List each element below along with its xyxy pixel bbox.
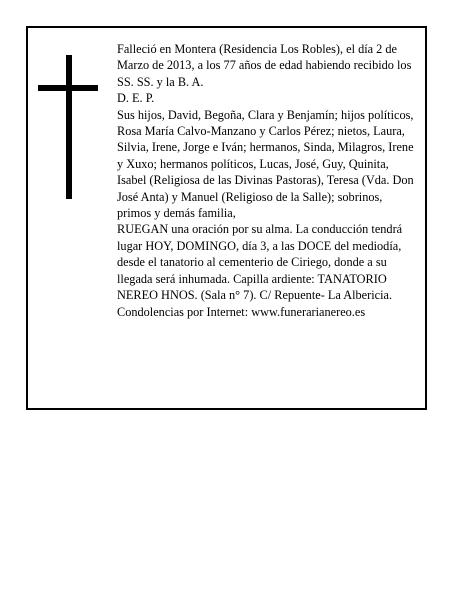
obituary-notice xyxy=(26,26,427,410)
rest-in-peace: D. E. P. xyxy=(117,91,155,106)
cross-vertical-bar xyxy=(66,55,72,199)
death-announcement: Falleció en Montera (Residencia Los Robles), el día 2 de Marzo de 2013, a los 77 años de edad habiendo recibido los SS. SS. y la B. A. xyxy=(117,42,412,89)
family-list: Sus hijos, David, Begoña, Clara y Benjamín; hijos políticos, Rosa María Calvo-Manzano y Carlos Pérez; nietos, Laura, Silvia, Irene, Jorge e Iván; hermanos, Sinda, Milagros, Irene y Xuxo; hermanos políticos, Lucas, José, Guy, Quinita, Isabel (Religiosa de las Divinas Pastoras), Teresa (Vda. Don José Anta) y Manuel (Religioso de la Salle); sobrinos, primos y demás familia, xyxy=(117,107,414,221)
funeral-details: RUEGAN una oración por su alma. La conducción tendrá lugar HOY, DOMINGO, día 3, a las DOCE del mediodía, desde el tanatorio al cementerio de Ciriego, donde a su llegada será inhumada. Capilla ardiente: TANATORIO NEREO HNOS. (Sala n° 7). C/ Repuente- La Albericia. xyxy=(117,222,403,303)
notice-text xyxy=(117,41,417,320)
condolences-line: Condolencias por Internet: www.funerarianereo.es xyxy=(117,304,366,319)
latin-cross-icon xyxy=(38,55,98,199)
cross-horizontal-bar xyxy=(38,85,98,91)
